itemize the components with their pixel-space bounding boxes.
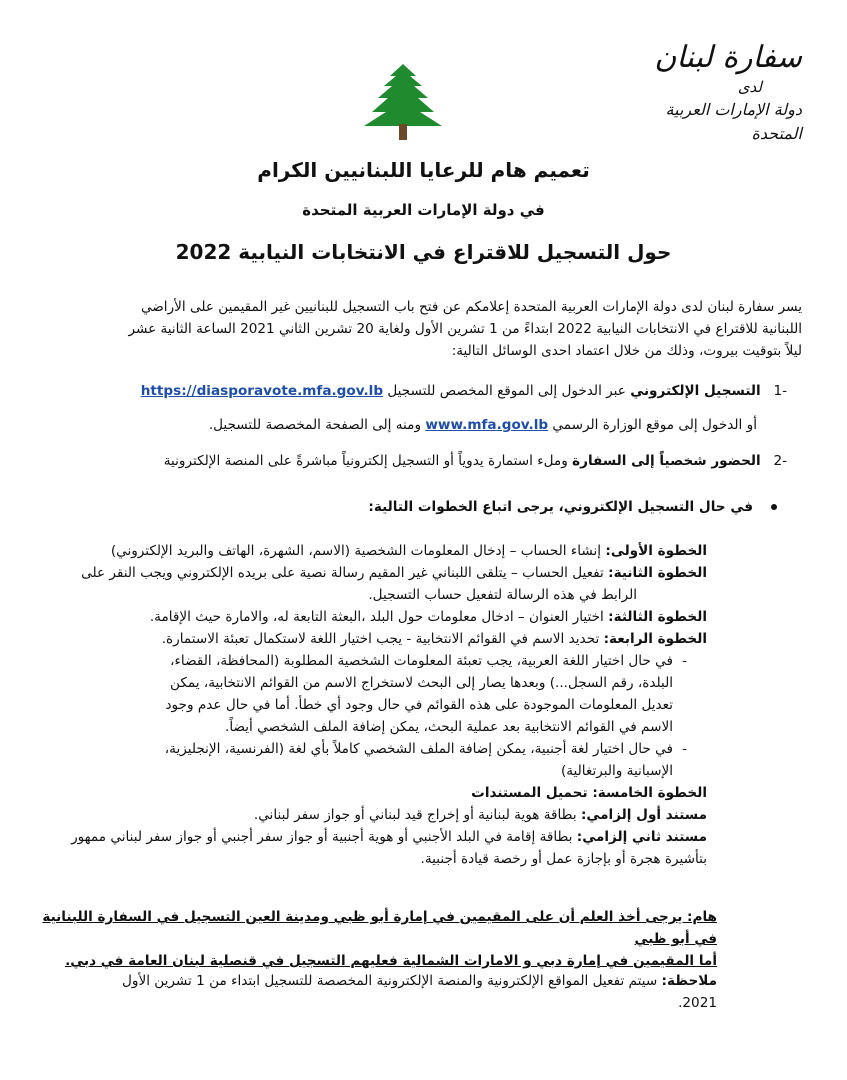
step-4-b-text-1: في حال اختيار لغة أجنبية، يمكن إضافة الملف الشخصي كاملاً بأي لغة (الفرنسية، الإنجليزية، (164, 741, 673, 757)
method-1-text: عبر الدخول إلى الموقع المخصص للتسجيل (383, 383, 631, 399)
step-3-label: الخطوة الثالثة: (608, 609, 707, 625)
method-1-number: -1 (773, 383, 787, 399)
important-notice (27, 906, 717, 972)
document-1-label: مستند أول إلزامي: (580, 807, 707, 823)
method-1-alt (57, 414, 757, 436)
title-line-2: في دولة الإمارات العربية المتحدة (302, 201, 545, 219)
step-4-a-line-1 (47, 650, 687, 672)
step-4-label: الخطوة الرابعة: (603, 631, 707, 647)
letterhead-country: دولة الإمارات العربية المتحدة (665, 100, 802, 143)
step-4-a-text-1: في حال اختيار اللغة العربية، يجب تعبئة المعلومات الشخصية المطلوبة (المحافظة، القضاء، (170, 653, 673, 669)
step-4-b-line-2: الإسبانية والبرتغالية) (560, 763, 673, 779)
step-3 (47, 606, 707, 628)
method-2-text: وملء استمارة يدوياً أو التسجيل إلكترونياً مباشرةً على المنصة الإلكترونية (163, 453, 573, 469)
mfa-link[interactable]: www.mfa.gov.lb (425, 417, 549, 433)
step-5 (47, 782, 707, 804)
online-heading-text: في حال التسجيل الإلكتروني، يرجى اتباع الخطوات التالية: (368, 499, 753, 515)
method-1-title: التسجيل الإلكتروني (630, 383, 761, 399)
step-3-text: اختيار العنوان – ادخال معلومات حول البلد ،البعثة التابعة له، والامارة حيث الإقامة. (149, 609, 609, 625)
intro-line-1: يسر سفارة لبنان لدى دولة الإمارات العربية المتحدة إعلامكم عن فتح باب التسجيل للبنانيين غير المقيمين على الأراضي (140, 299, 802, 315)
important-line-1: هام: يرجى أخذ العلم أن على المقيمين في إمارة أبو ظبي ومدينة العين التسجيل في السفارة اللبنانية في أبو ظبي (42, 909, 717, 947)
title-line-3: حول التسجيل للاقتراع في الانتخابات النيابية 2022 (175, 240, 672, 264)
step-4-option-b (47, 738, 687, 782)
step-2-label: الخطوة الثانية: (608, 565, 707, 581)
step-4-option-a (47, 650, 687, 738)
step-4-a-line-4: الاسم في القوائم الانتخابية بعد عملية البحث، يمكن إضافة الملف الشخصي أيضاً. (225, 719, 673, 735)
step-4-a-line-3: تعديل المعلومات الموجودة على هذه القوائم في حال وجود أي خطأ. أما في حال عدم وجود (165, 697, 673, 713)
steps-block (47, 540, 707, 870)
document-1-text: بطاقة هوية لبنانية أو إخراج قيد لبناني أو جواز سفر لبناني. (253, 807, 581, 823)
method-1-alt-text-after: ومنه إلى الصفحة المخصصة للتسجيل. (208, 417, 422, 433)
step-4-b-line-1 (47, 738, 687, 760)
note-line-2: 2021. (678, 995, 717, 1011)
letterhead-to: لدى (737, 78, 762, 96)
step-2 (47, 562, 707, 584)
step-1-text: إنشاء الحساب – إدخال المعلومات الشخصية (الاسم، الشهرة، الهاتف والبريد الإلكتروني) (110, 543, 606, 559)
step-4 (47, 628, 707, 650)
letterhead-embassy-name: سفارة لبنان (654, 40, 802, 75)
step-1 (47, 540, 707, 562)
step-5-text: تحميل المستندات (471, 785, 593, 801)
method-2-number: -2 (773, 453, 787, 469)
step-2-cont: الرابط في هذه الرسالة لتفعيل حساب التسجيل. (368, 587, 637, 603)
bullet-icon (771, 504, 777, 510)
online-heading (57, 496, 777, 518)
intro-line-3: ليلاً بتوقيت بيروت، وذلك من خلال اعتماد احدى الوسائل التالية: (451, 343, 802, 359)
step-5-label: الخطوة الخامسة: (592, 785, 707, 801)
document-2-cont: بتأشيرة هجرة أو بإجازة عمل أو رخصة قيادة أجنبية. (420, 851, 707, 867)
lebanese-cedar-icon (358, 62, 448, 144)
step-4-a-line-2: البلدة، رقم السجل...) وبعدها يصار إلى البحث لاستخراج الاسم من القوائم الانتخابية، يمكن (169, 675, 673, 691)
method-1-alt-text-before: أو الدخول إلى موقع الوزارة الرسمي (548, 417, 757, 433)
method-2 (47, 450, 787, 472)
method-1 (47, 380, 787, 402)
step-1-label: الخطوة الأولى: (605, 543, 707, 559)
document-1 (47, 804, 707, 826)
dash-icon: - (682, 741, 687, 757)
document-2-text: بطاقة إقامة في البلد الأجنبي أو هوية أجنبية أو جواز سفر أجنبي أو جواز سفر لبناني ممهور (71, 829, 577, 845)
method-2-title: الحضور شخصياً إلى السفارة (572, 453, 761, 469)
intro-paragraph (42, 296, 802, 362)
diasporavote-link[interactable]: https://diasporavote.mfa.gov.lb (140, 383, 384, 399)
step-4-text: تحديد الاسم في القوائم الانتخابية - يجب اختيار اللغة لاستكمال تعبئة الاستمارة. (161, 631, 604, 647)
note-line-1 (27, 970, 717, 992)
document-2-label: مستند ثاني إلزامي: (576, 829, 707, 845)
note-text: سيتم تفعيل المواقع الإلكترونية والمنصة الإلكترونية المخصصة للتسجيل ابتداء من 1 تشرين الأول (122, 973, 662, 989)
intro-line-2: اللبنانية للاقتراع في الانتخابات النيابية 2022 ابتداءً من 1 تشرين الأول ولغاية 20 تشرين الثاني 2021 الساعة الثانية عشر (128, 321, 802, 337)
title-line-1: تعميم هام للرعايا اللبنانيين الكرام (257, 158, 590, 182)
dash-icon: - (682, 653, 687, 669)
embassy-letterhead (612, 40, 802, 146)
note-label: ملاحظة: (661, 973, 717, 989)
document-2 (47, 826, 707, 848)
note (27, 970, 717, 1014)
step-2-text: تفعيل الحساب – يتلقى اللبناني غير المقيم رسالة نصية على بريده الإلكتروني ويجب النقر على (81, 565, 609, 581)
important-line-2: أما المقيمين في إمارة دبي و الامارات الشمالية فعليهم التسجيل في قنصلية لبنان العامة في دبي. (65, 953, 717, 969)
